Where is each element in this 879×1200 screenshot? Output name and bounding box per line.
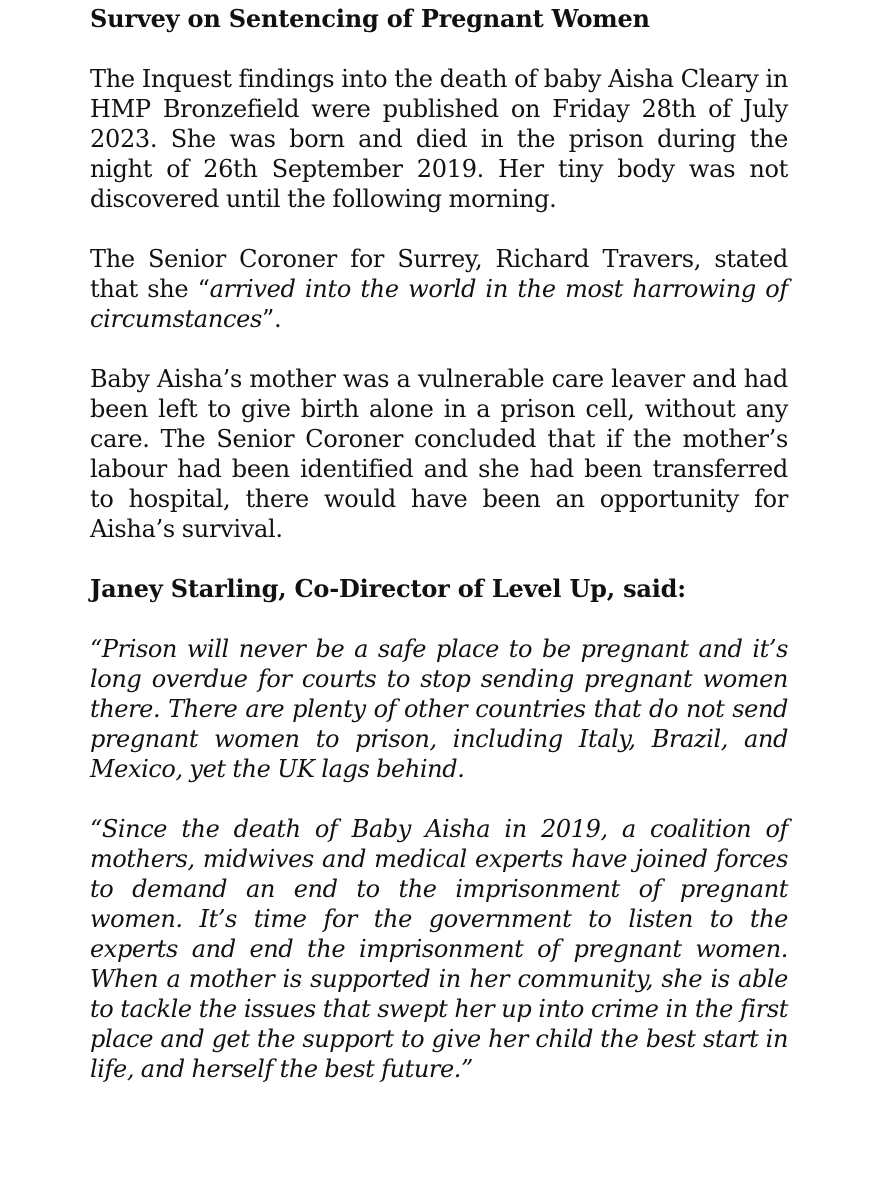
- paragraph-mother-circumstances: Baby Aisha’s mother was a vulnerable care leaver and had been left to give birth alone in a prison cell, without any care. The Senior Coroner concluded that if the mother’s labour had been identified and she had been transferred to hospital, there would have been an opportunity for Aisha’s survival.: [90, 365, 788, 543]
- coroner-statement-intro: The Senior Coroner for Surrey, Richard Travers, stated that she “: [90, 245, 788, 303]
- paragraph-inquest-findings: The Inquest findings into the death of baby Aisha Cleary in HMP Bronzefield were published on Friday 28th of July 2023. She was born and died in the prison during the night of 26th September 2019. Her tiny body was not discovered until the following morning.: [90, 65, 788, 213]
- coroner-statement-end: ”.: [262, 305, 282, 333]
- paragraph-coroner-statement: [90, 244, 788, 334]
- document-page: [90, 4, 788, 1084]
- quote-paragraph-1: “Prison will never be a safe place to be pregnant and it’s long overdue for courts to stop sending pregnant women there. There are plenty of other countries that do not send pregnant women to prison, including Italy, Brazil, and Mexico, yet the UK lags behind.: [90, 635, 788, 783]
- speaker-heading: Janey Starling, Co-Director of Level Up, said:: [90, 574, 686, 603]
- coroner-quote: arrived into the world in the most harrowing of circumstances: [90, 275, 788, 333]
- quote-paragraph-2: “Since the death of Baby Aisha in 2019, a coalition of mothers, midwives and medical experts have joined forces to demand an end to the imprisonment of pregnant women. It’s time for the government to listen to the experts and end the imprisonment of pregnant women. When a mother is supported in her community, she is able to tackle the issues that swept her up into crime in the first place and get the support to give her child the best start in life, and herself the best future.”: [90, 815, 788, 1083]
- document-title: Survey on Sentencing of Pregnant Women: [90, 4, 650, 33]
